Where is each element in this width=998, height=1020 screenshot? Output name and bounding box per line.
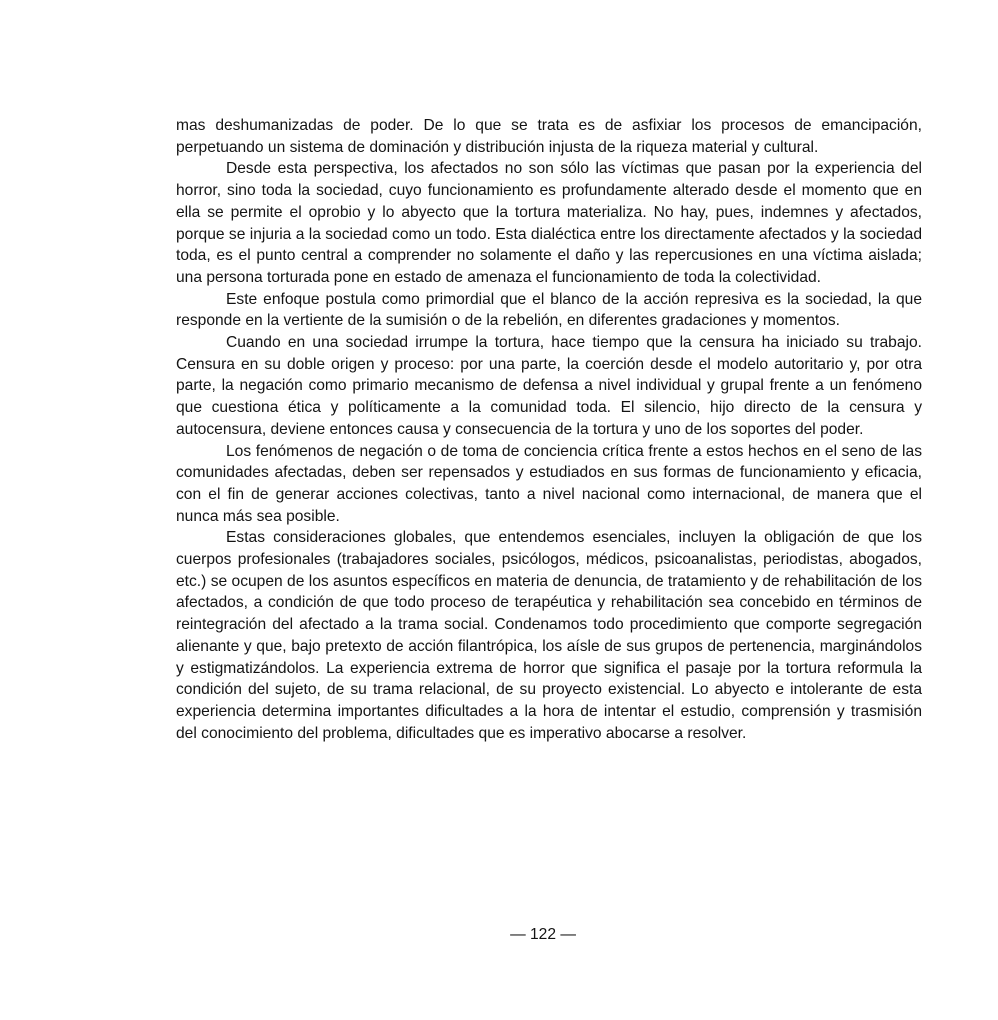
paragraph: Los fenómenos de negación o de toma de conciencia crítica frente a estos hechos en el seno de las comunidades afectadas, deben ser repensados y estudiados en sus formas de funcionamiento y eficacia, con el fin de generar acciones colectivas, tanto a nivel nacional como internacional, de manera que el nunca más sea posible.: [176, 442, 922, 525]
body-text: [176, 115, 922, 744]
paragraph: Este enfoque postula como primordial que el blanco de la acción represiva es la sociedad, la que responde en la vertiente de la sumisión o de la rebelión, en diferentes gradaciones y momentos.: [176, 290, 922, 330]
paragraph: Estas consideraciones globales, que entendemos esenciales, incluyen la obligación de que los cuerpos profesionales (trabajadores sociales, psicólogos, médicos, psicoanalistas, periodistas, abogados, etc.) se ocupen de los asuntos específicos en materia de denuncia, de tratamiento y de rehabilitación de los afectados, a condición de que todo proceso de terapéutica y rehabilitación sea concebido en términos de reintegración del afectado a la trama social. Condenamos todo procedimiento que comporte segregación alienante y que, bajo pretexto de acción filantrópica, los aísle de sus grupos de pertenencia, marginándolos y estigmatizándolos. La experiencia extrema de horror que significa el pasaje por la tortura reformula la condición del sujeto, de su trama relacional, de su proyecto existencial. Lo abyecto e intolerante de esta experiencia determina importantes dificultades a la hora de intentar el estudio, comprensión y trasmisión del conocimiento del problema, dificultades que es imperativo abocarse a resolver.: [176, 529, 922, 742]
paragraph-continuation: mas deshumanizadas de poder. De lo que se trata es de asfixiar los procesos de emancipación, perpetuando un sistema de dominación y distribución injusta de la riqueza material y cultural.: [176, 117, 922, 156]
paragraph: Desde esta perspectiva, los afectados no son sólo las víctimas que pasan por la experiencia del horror, sino toda la sociedad, cuyo funcionamiento es profundamente alterado desde el momento que en ella se permite el oprobio y lo abyecto que la tortura materializa. No hay, pues, indemnes y afectados, porque se injuria a la sociedad como un todo. Esta dialéctica entre los directamente afectados y la sociedad toda, es el punto central a comprender no solamente el daño y las repercusiones en una víctima aislada; una persona torturada pone en estado de amenaza el funcionamiento de toda la colectividad.: [176, 160, 922, 286]
page-number: — 122 —: [510, 926, 576, 943]
paragraph: Cuando en una sociedad irrumpe la tortura, hace tiempo que la censura ha iniciado su trabajo. Censura en su doble origen y proceso: por una parte, la coerción desde el modelo autoritario y, por otra parte, la negación como primario mecanismo de defensa a nivel individual y grupal frente a un fenómeno que cuestiona ética y políticamente a la comunidad toda. El silencio, hijo directo de la censura y autocensura, deviene entonces causa y consecuencia de la tortura y uno de los soportes del poder.: [176, 334, 922, 438]
